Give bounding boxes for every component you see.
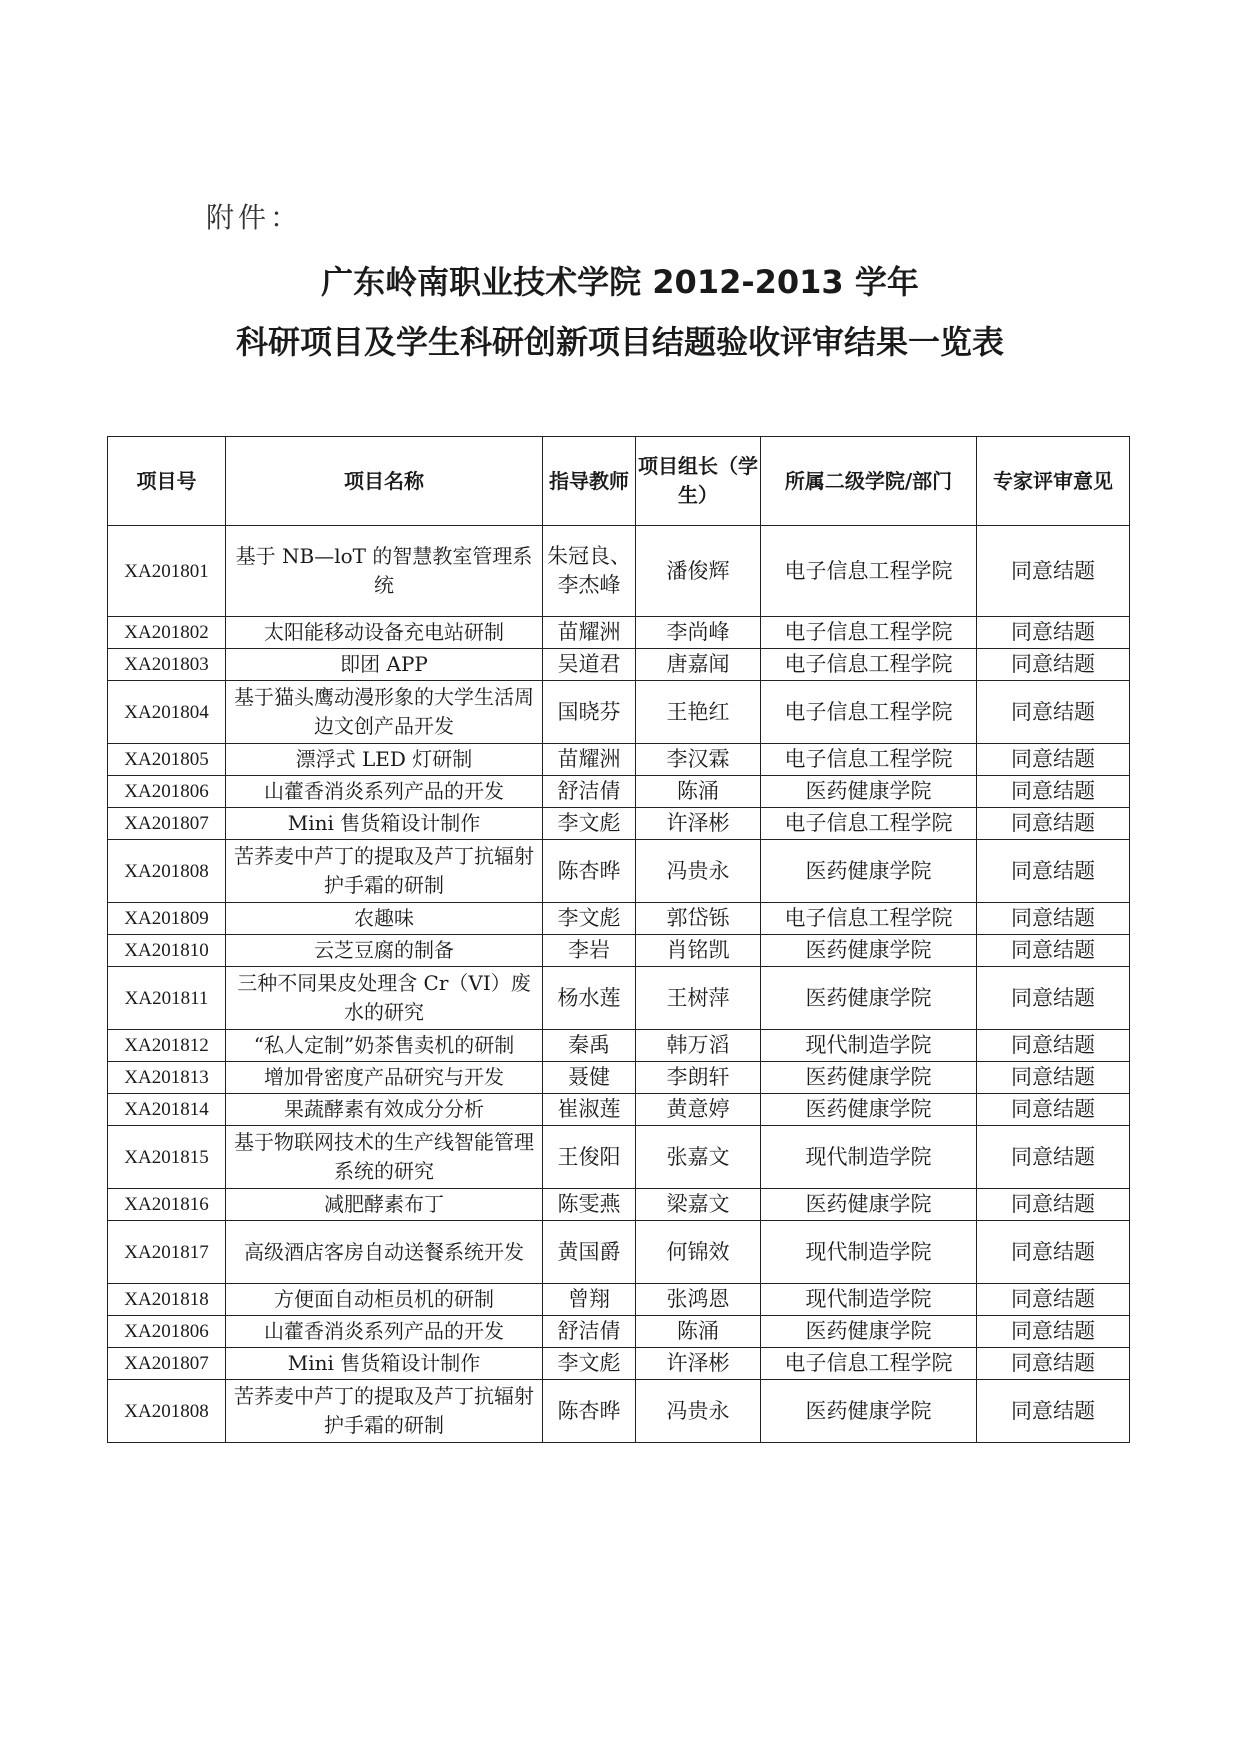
document-title-line-1: 广东岭南职业技术学院 2012-2013 学年: [321, 263, 919, 301]
cell-advisor: 舒洁倩: [543, 1316, 636, 1348]
table-row: [108, 840, 1130, 903]
cell-leader: 黄意婷: [636, 1094, 761, 1126]
cell-dept: 医药健康学院: [761, 967, 977, 1030]
table-row: [108, 903, 1130, 935]
header-opinion: 专家评审意见: [977, 437, 1130, 526]
cell-code: XA201812: [108, 1030, 226, 1062]
cell-opinion: 同意结题: [977, 903, 1130, 935]
cell-leader: 梁嘉文: [636, 1189, 761, 1221]
cell-leader: 冯贵永: [636, 840, 761, 903]
cell-advisor: 曾翔: [543, 1284, 636, 1316]
cell-advisor: 陈杏晔: [543, 840, 636, 903]
cell-leader: 何锦效: [636, 1221, 761, 1284]
cell-code: XA201804: [108, 681, 226, 744]
cell-opinion: 同意结题: [977, 1316, 1130, 1348]
cell-dept: 医药健康学院: [761, 1189, 977, 1221]
cell-leader: 潘俊辉: [636, 526, 761, 617]
cell-dept: 电子信息工程学院: [761, 681, 977, 744]
cell-name: 山藿香消炎系列产品的开发: [226, 776, 543, 808]
cell-name: “私人定制”奶茶售卖机的研制: [226, 1030, 543, 1062]
table-row: [108, 681, 1130, 744]
table-row: [108, 1094, 1130, 1126]
cell-name: Mini 售货箱设计制作: [226, 1348, 543, 1380]
cell-opinion: 同意结题: [977, 617, 1130, 649]
cell-code: XA201811: [108, 967, 226, 1030]
table-row: [108, 776, 1130, 808]
table-row: [108, 617, 1130, 649]
cell-dept: 电子信息工程学院: [761, 617, 977, 649]
table-body: [108, 526, 1130, 1443]
table-row: [108, 526, 1130, 617]
table-row: [108, 967, 1130, 1030]
cell-opinion: 同意结题: [977, 967, 1130, 1030]
cell-opinion: 同意结题: [977, 935, 1130, 967]
cell-leader: 张嘉文: [636, 1126, 761, 1189]
cell-advisor: 吴道君: [543, 649, 636, 681]
cell-advisor: 李岩: [543, 935, 636, 967]
cell-name: 基于物联网技术的生产线智能管理系统的研究: [226, 1126, 543, 1189]
cell-code: XA201814: [108, 1094, 226, 1126]
cell-leader: 冯贵永: [636, 1380, 761, 1443]
cell-dept: 医药健康学院: [761, 840, 977, 903]
cell-name: 苦荞麦中芦丁的提取及芦丁抗辐射护手霜的研制: [226, 840, 543, 903]
attachment-label: 附件：: [206, 201, 303, 234]
cell-code: XA201817: [108, 1221, 226, 1284]
cell-dept: 医药健康学院: [761, 776, 977, 808]
cell-code: XA201806: [108, 1316, 226, 1348]
cell-leader: 许泽彬: [636, 808, 761, 840]
cell-opinion: 同意结题: [977, 1221, 1130, 1284]
cell-name: Mini 售货箱设计制作: [226, 808, 543, 840]
cell-name: 农趣味: [226, 903, 543, 935]
cell-code: XA201805: [108, 744, 226, 776]
cell-leader: 王艳红: [636, 681, 761, 744]
cell-advisor: 黄国爵: [543, 1221, 636, 1284]
cell-dept: 医药健康学院: [761, 1316, 977, 1348]
header-code: 项目号: [108, 437, 226, 526]
cell-opinion: 同意结题: [977, 776, 1130, 808]
cell-opinion: 同意结题: [977, 1094, 1130, 1126]
table-row: [108, 935, 1130, 967]
cell-name: 果蔬酵素有效成分分析: [226, 1094, 543, 1126]
cell-advisor: 杨水莲: [543, 967, 636, 1030]
cell-opinion: 同意结题: [977, 1030, 1130, 1062]
cell-name: 云芝豆腐的制备: [226, 935, 543, 967]
cell-name: 基于猫头鹰动漫形象的大学生活周边文创产品开发: [226, 681, 543, 744]
cell-opinion: 同意结题: [977, 649, 1130, 681]
cell-opinion: 同意结题: [977, 1126, 1130, 1189]
cell-leader: 陈涌: [636, 1316, 761, 1348]
document-title-line-2: 科研项目及学生科研创新项目结题验收评审结果一览表: [235, 323, 1004, 361]
table-row: [108, 808, 1130, 840]
cell-leader: 郭岱铄: [636, 903, 761, 935]
header-dept: 所属二级学院/部门: [761, 437, 977, 526]
cell-leader: 陈涌: [636, 776, 761, 808]
cell-code: XA201818: [108, 1284, 226, 1316]
table-row: [108, 1284, 1130, 1316]
table-row: [108, 1380, 1130, 1443]
cell-dept: 医药健康学院: [761, 1062, 977, 1094]
cell-dept: 电子信息工程学院: [761, 744, 977, 776]
cell-advisor: 秦禹: [543, 1030, 636, 1062]
cell-code: XA201802: [108, 617, 226, 649]
header-advisor: 指导教师: [543, 437, 636, 526]
cell-code: XA201807: [108, 808, 226, 840]
cell-code: XA201808: [108, 1380, 226, 1443]
cell-name: 减肥酵素布丁: [226, 1189, 543, 1221]
table-row: [108, 1348, 1130, 1380]
cell-opinion: 同意结题: [977, 1348, 1130, 1380]
table-row: [108, 1126, 1130, 1189]
cell-advisor: 苗耀洲: [543, 617, 636, 649]
cell-code: XA201816: [108, 1189, 226, 1221]
cell-name: 即团 APP: [226, 649, 543, 681]
cell-code: XA201810: [108, 935, 226, 967]
cell-dept: 电子信息工程学院: [761, 903, 977, 935]
cell-opinion: 同意结题: [977, 526, 1130, 617]
cell-advisor: 李文彪: [543, 903, 636, 935]
cell-name: 增加骨密度产品研究与开发: [226, 1062, 543, 1094]
cell-name: 苦荞麦中芦丁的提取及芦丁抗辐射护手霜的研制: [226, 1380, 543, 1443]
cell-advisor: 舒洁倩: [543, 776, 636, 808]
cell-leader: 李朗轩: [636, 1062, 761, 1094]
cell-advisor: 聂健: [543, 1062, 636, 1094]
cell-opinion: 同意结题: [977, 1189, 1130, 1221]
table-row: [108, 1221, 1130, 1284]
cell-leader: 唐嘉闻: [636, 649, 761, 681]
cell-leader: 韩万滔: [636, 1030, 761, 1062]
table-row: [108, 1189, 1130, 1221]
cell-dept: 现代制造学院: [761, 1221, 977, 1284]
cell-advisor: 王俊阳: [543, 1126, 636, 1189]
table-row: [108, 649, 1130, 681]
cell-code: XA201813: [108, 1062, 226, 1094]
cell-name: 方便面自动柜员机的研制: [226, 1284, 543, 1316]
cell-dept: 电子信息工程学院: [761, 526, 977, 617]
cell-dept: 医药健康学院: [761, 1380, 977, 1443]
cell-code: XA201801: [108, 526, 226, 617]
cell-name: 基于 NB—loT 的智慧教室管理系统: [226, 526, 543, 617]
cell-dept: 电子信息工程学院: [761, 649, 977, 681]
table-row: [108, 744, 1130, 776]
cell-name: 漂浮式 LED 灯研制: [226, 744, 543, 776]
cell-name: 山藿香消炎系列产品的开发: [226, 1316, 543, 1348]
cell-opinion: 同意结题: [977, 1284, 1130, 1316]
cell-advisor: 陈杏晔: [543, 1380, 636, 1443]
table-row: [108, 1030, 1130, 1062]
cell-dept: 电子信息工程学院: [761, 1348, 977, 1380]
cell-dept: 医药健康学院: [761, 1094, 977, 1126]
cell-opinion: 同意结题: [977, 1380, 1130, 1443]
cell-advisor: 苗耀洲: [543, 744, 636, 776]
cell-advisor: 朱冠良、李杰峰: [543, 526, 636, 617]
cell-opinion: 同意结题: [977, 840, 1130, 903]
table-row: [108, 1316, 1130, 1348]
cell-code: XA201806: [108, 776, 226, 808]
cell-name: 三种不同果皮处理含 Cr（VI）废水的研究: [226, 967, 543, 1030]
header-leader: 项目组长（学生）: [636, 437, 761, 526]
cell-dept: 医药健康学院: [761, 935, 977, 967]
cell-dept: 现代制造学院: [761, 1126, 977, 1189]
cell-dept: 现代制造学院: [761, 1030, 977, 1062]
cell-leader: 王树萍: [636, 967, 761, 1030]
cell-code: XA201809: [108, 903, 226, 935]
cell-opinion: 同意结题: [977, 1062, 1130, 1094]
cell-opinion: 同意结题: [977, 808, 1130, 840]
cell-advisor: 陈雯燕: [543, 1189, 636, 1221]
cell-code: XA201807: [108, 1348, 226, 1380]
cell-dept: 现代制造学院: [761, 1284, 977, 1316]
cell-leader: 张鸿恩: [636, 1284, 761, 1316]
table-header-row: [108, 437, 1130, 526]
cell-advisor: 李文彪: [543, 808, 636, 840]
cell-opinion: 同意结题: [977, 681, 1130, 744]
cell-name: 太阳能移动设备充电站研制: [226, 617, 543, 649]
cell-code: XA201815: [108, 1126, 226, 1189]
cell-advisor: 李文彪: [543, 1348, 636, 1380]
cell-code: XA201803: [108, 649, 226, 681]
cell-advisor: 国晓芬: [543, 681, 636, 744]
table-row: [108, 1062, 1130, 1094]
cell-leader: 李汉霖: [636, 744, 761, 776]
cell-advisor: 崔淑莲: [543, 1094, 636, 1126]
cell-opinion: 同意结题: [977, 744, 1130, 776]
cell-name: 高级酒店客房自动送餐系统开发: [226, 1221, 543, 1284]
cell-dept: 电子信息工程学院: [761, 808, 977, 840]
cell-leader: 许泽彬: [636, 1348, 761, 1380]
results-table: [107, 436, 1130, 1443]
cell-leader: 肖铭凯: [636, 935, 761, 967]
cell-leader: 李尚峰: [636, 617, 761, 649]
header-name: 项目名称: [226, 437, 543, 526]
cell-code: XA201808: [108, 840, 226, 903]
